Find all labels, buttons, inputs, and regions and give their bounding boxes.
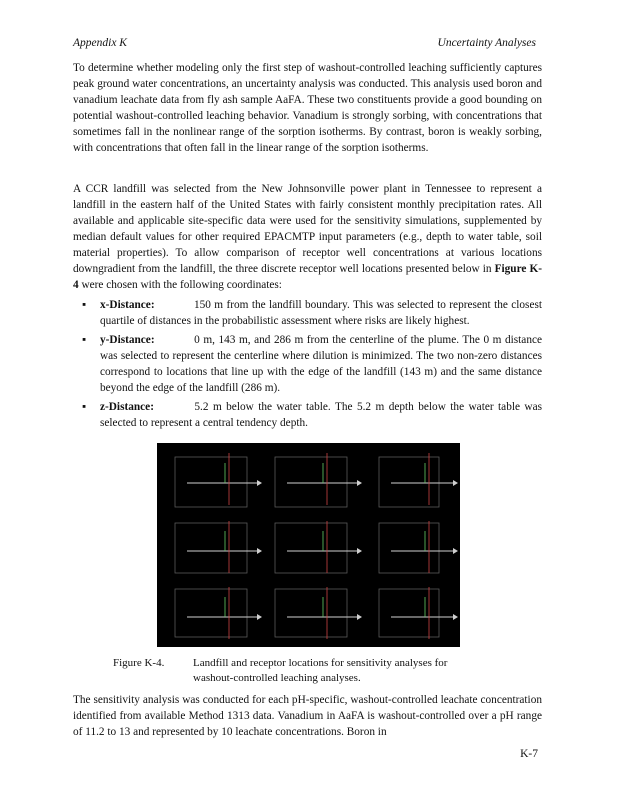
figure-number: Figure K-4. [113, 657, 165, 669]
figure-reference: Figure K-4 [73, 263, 543, 291]
paragraph-2-lead: A CCR landfill was selected from the New Johnsonville power plant in Tennessee to represent a landfill in the eastern half of the United States with fairly consistent monthly precipitation rates. All available and applicable site-specific data were used for the sensitivity simulations, supplemented by median default values for other required EPACMTP input parameters (e.g., depth to water table, soil material properties). To allow comparison of receptor well concentrations at various locations downgradient from the landfill, the three discrete receptor well locations presented below in [73, 183, 542, 275]
coordinate-label: y-Distance: [100, 334, 155, 346]
coordinate-text: 5.2 m below the water table. The 5.2 m depth below the water table was selected to represent a central tendency depth. [100, 401, 542, 429]
paragraph-2-text [73, 181, 542, 293]
paragraph-1 [73, 60, 542, 156]
coordinate-item-y [73, 332, 542, 396]
coordinate-label: x-Distance: [100, 299, 155, 311]
bullet-icon: ▪ [82, 299, 87, 311]
coordinate-text: 150 m from the landfill boundary. This was selected to represent the closest quartile of distances in the probabilistic assessment where risks are likely highest. [100, 299, 543, 327]
page-number: K-7 [520, 748, 538, 760]
figure-caption [113, 656, 513, 686]
paragraph-2 [73, 181, 542, 293]
paragraph-3-text: The sensitivity analysis was conducted for each pH-specific, washout-controlled leachate concentration identified from available Method 1313 data. Vanadium in AaFA is washout-controlled over a pH range of 11.2 to 13 and represented by 10 leachate concentrations. Boron in [73, 694, 542, 738]
header-section: Uncertainty Analyses [437, 37, 536, 49]
figure-k4-image [157, 443, 460, 647]
figure-caption-line-1: Landfill and receptor locations for sensitivity analyses for [193, 657, 448, 669]
figure-background [157, 443, 460, 647]
coordinate-list [73, 297, 542, 434]
coordinate-item-x [73, 297, 542, 329]
paragraph-1-text: To determine whether modeling only the first step of washout-controlled leaching sufficiently captures peak ground water concentrations, an uncertainty analysis was conducted. This analysis used boron and vanadium leachate data from fly ash sample AaFA. These two constituents provide a good bounding on potential washout-controlled leaching behavior. Vanadium is strongly sorbing, with concentrations that sometimes fall in the nonlinear range of the sorption isotherms. By contrast, boron is weakly sorbing, with concentrations that often fall in the linear range of the sorption isotherms. [73, 62, 542, 154]
bullet-icon: ▪ [82, 334, 87, 346]
figure-k4-panels [157, 443, 460, 647]
paragraph-2-tail: were chosen with the following coordinates: [78, 279, 282, 291]
coordinate-label: z-Distance: [100, 401, 154, 413]
coordinate-item-z [73, 399, 542, 431]
figure-caption-line-2: washout-controlled leaching analyses. [193, 672, 361, 684]
bullet-icon: ▪ [82, 401, 87, 413]
header-appendix: Appendix K [73, 37, 127, 49]
coordinate-text: 0 m, 143 m, and 286 m from the centerline of the plume. The 0 m distance was selected to represent the centerline where dilution is minimized. The two non-zero distances correspond to locations that line up with the edge of the landfill (143 m) and the same distance beyond the edge of the landfill (286 m). [100, 334, 543, 394]
paragraph-3 [73, 692, 542, 740]
